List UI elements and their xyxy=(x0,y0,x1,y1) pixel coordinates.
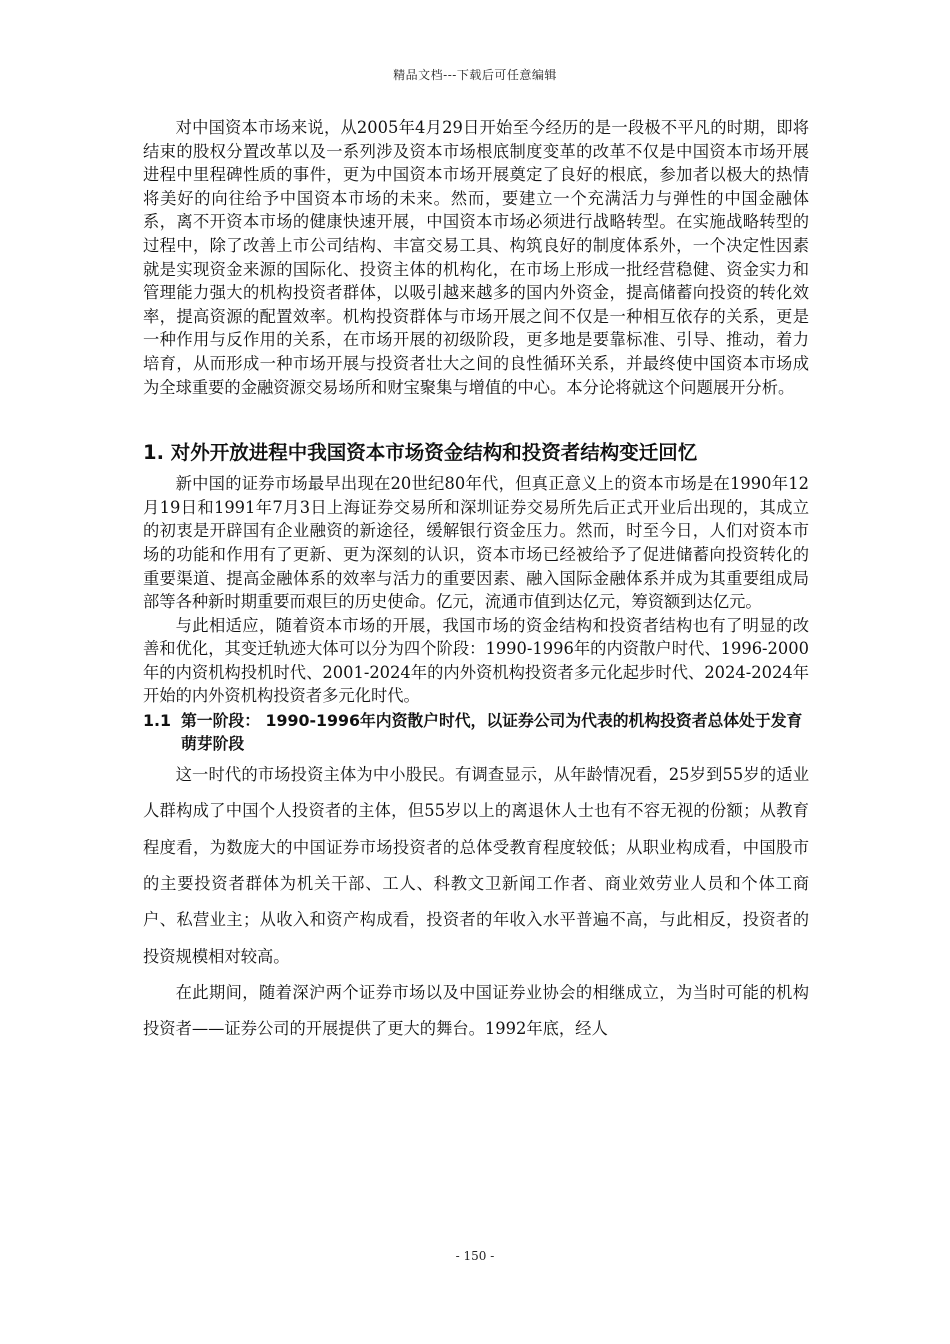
page-number: - 150 - xyxy=(455,1249,495,1263)
section-1-1-heading xyxy=(143,710,809,755)
section-1-title: 对外开放进程中我国资本市场资金结构和投资者结构变迁回忆 xyxy=(170,441,698,465)
page-header: 精品文档---下载后可任意编辑 xyxy=(393,68,557,82)
section-1-paragraph-2: 与此相适应，随着资本市场的开展，我国市场的资金结构和投资者结构也有了明显的改善和优化，其变迁轨迹大体可以分为四个阶段：1990-1996年的内资散户时代、1996-2000年的内资机构投机时代、2001-2024年的内外资机构投资者多元化起步时代、2024-2024年开始的内外资机构投资者多元化时代。 xyxy=(143,615,809,706)
document-body xyxy=(143,116,809,1047)
section-1-1-number: 1.1 xyxy=(143,711,171,731)
section-1-heading xyxy=(143,440,809,466)
section-1-1-title: 第一阶段： 1990-1996年内资散户时代，以证券公司为代表的机构投资者总体处于发育萌芽阶段 xyxy=(181,711,803,753)
section-1-1-paragraph-2: 在此期间，随着深沪两个证券市场以及中国证券业协会的相继成立，为当时可能的机构投资者——证券公司的开展提供了更大的舞台。1992年底，经人 xyxy=(143,982,809,1039)
section-1-number: 1. xyxy=(143,441,164,465)
intro-paragraph: 对中国资本市场来说，从2005年4月29日开始至今经历的是一段极不平凡的时期，即将结束的股权分置改革以及一系列涉及资本市场根底制度变革的改革不仅是中国资本市场开展进程中里程碑性质的事件，更为中国资本市场开展奠定了良好的根底，参加者以极大的热情将美好的向往给予中国资本市场的未来。然而，要建立一个充满活力与弹性的中国金融体系，离不开资本市场的健康快速开展，中国资本市场必须进行战略转型。在实施战略转型的过程中，除了改善上市公司结构、丰富交易工具、构筑良好的制度体系外，一个决定性因素就是实现资金来源的国际化、投资主体的机构化，在市场上形成一批经营稳健、资金实力和管理能力强大的机构投资者群体，以吸引越来越多的国内外资金，提高储蓄向投资的转化效率，提高资源的配置效率。机构投资群体与市场开展之间不仅是一种相互依存的关系，更是一种作用与反作用的关系，在市场开展的初级阶段，更多地是要靠标准、引导、推动，着力培育，从而形成一种市场开展与投资者壮大之间的良性循环关系，并最终使中国资本市场成为全球重要的金融资源交易场所和财宝聚集与增值的中心。本分论将就这个问题展开分析。 xyxy=(143,118,809,397)
section-1-1-paragraph-1: 这一时代的市场投资主体为中小股民。有调查显示，从年龄情况看，25岁到55岁的适业人群构成了中国个人投资者的主体，但55岁以上的离退休人士也有不容无视的份额；从教育程度看，为数庞大的中国证券市场投资者的总体受教育程度较低；从职业构成看，中国股市的主要投资者群体为机关干部、工人、科教文卫新闻工作者、商业效劳业人员和个体工商户、私营业主；从收入和资产构成看，投资者的年收入水平普遍不高，与此相反，投资者的投资规模相对较高。 xyxy=(143,765,809,966)
section-1-paragraph-1: 新中国的证券市场最早出现在20世纪80年代，但真正意义上的资本市场是在1990年12月19日和1991年7月3日上海证券交易所和深圳证券交易所先后正式开业后出现的，其成立的初衷是开辟国有企业融资的新途径，缓解银行资金压力。然而，时至今日，人们对资本市场的功能和作用有了更新、更为深刻的认识，资本市场已经被给予了促进储蓄向投资转化的重要渠道、提高金融体系的效率与活力的重要因素、融入国际金融体系并成为其重要组成局部等各种新时期重要而艰巨的历史使命。亿元，流通市值到达亿元，筹资额到达亿元。 xyxy=(143,474,809,612)
